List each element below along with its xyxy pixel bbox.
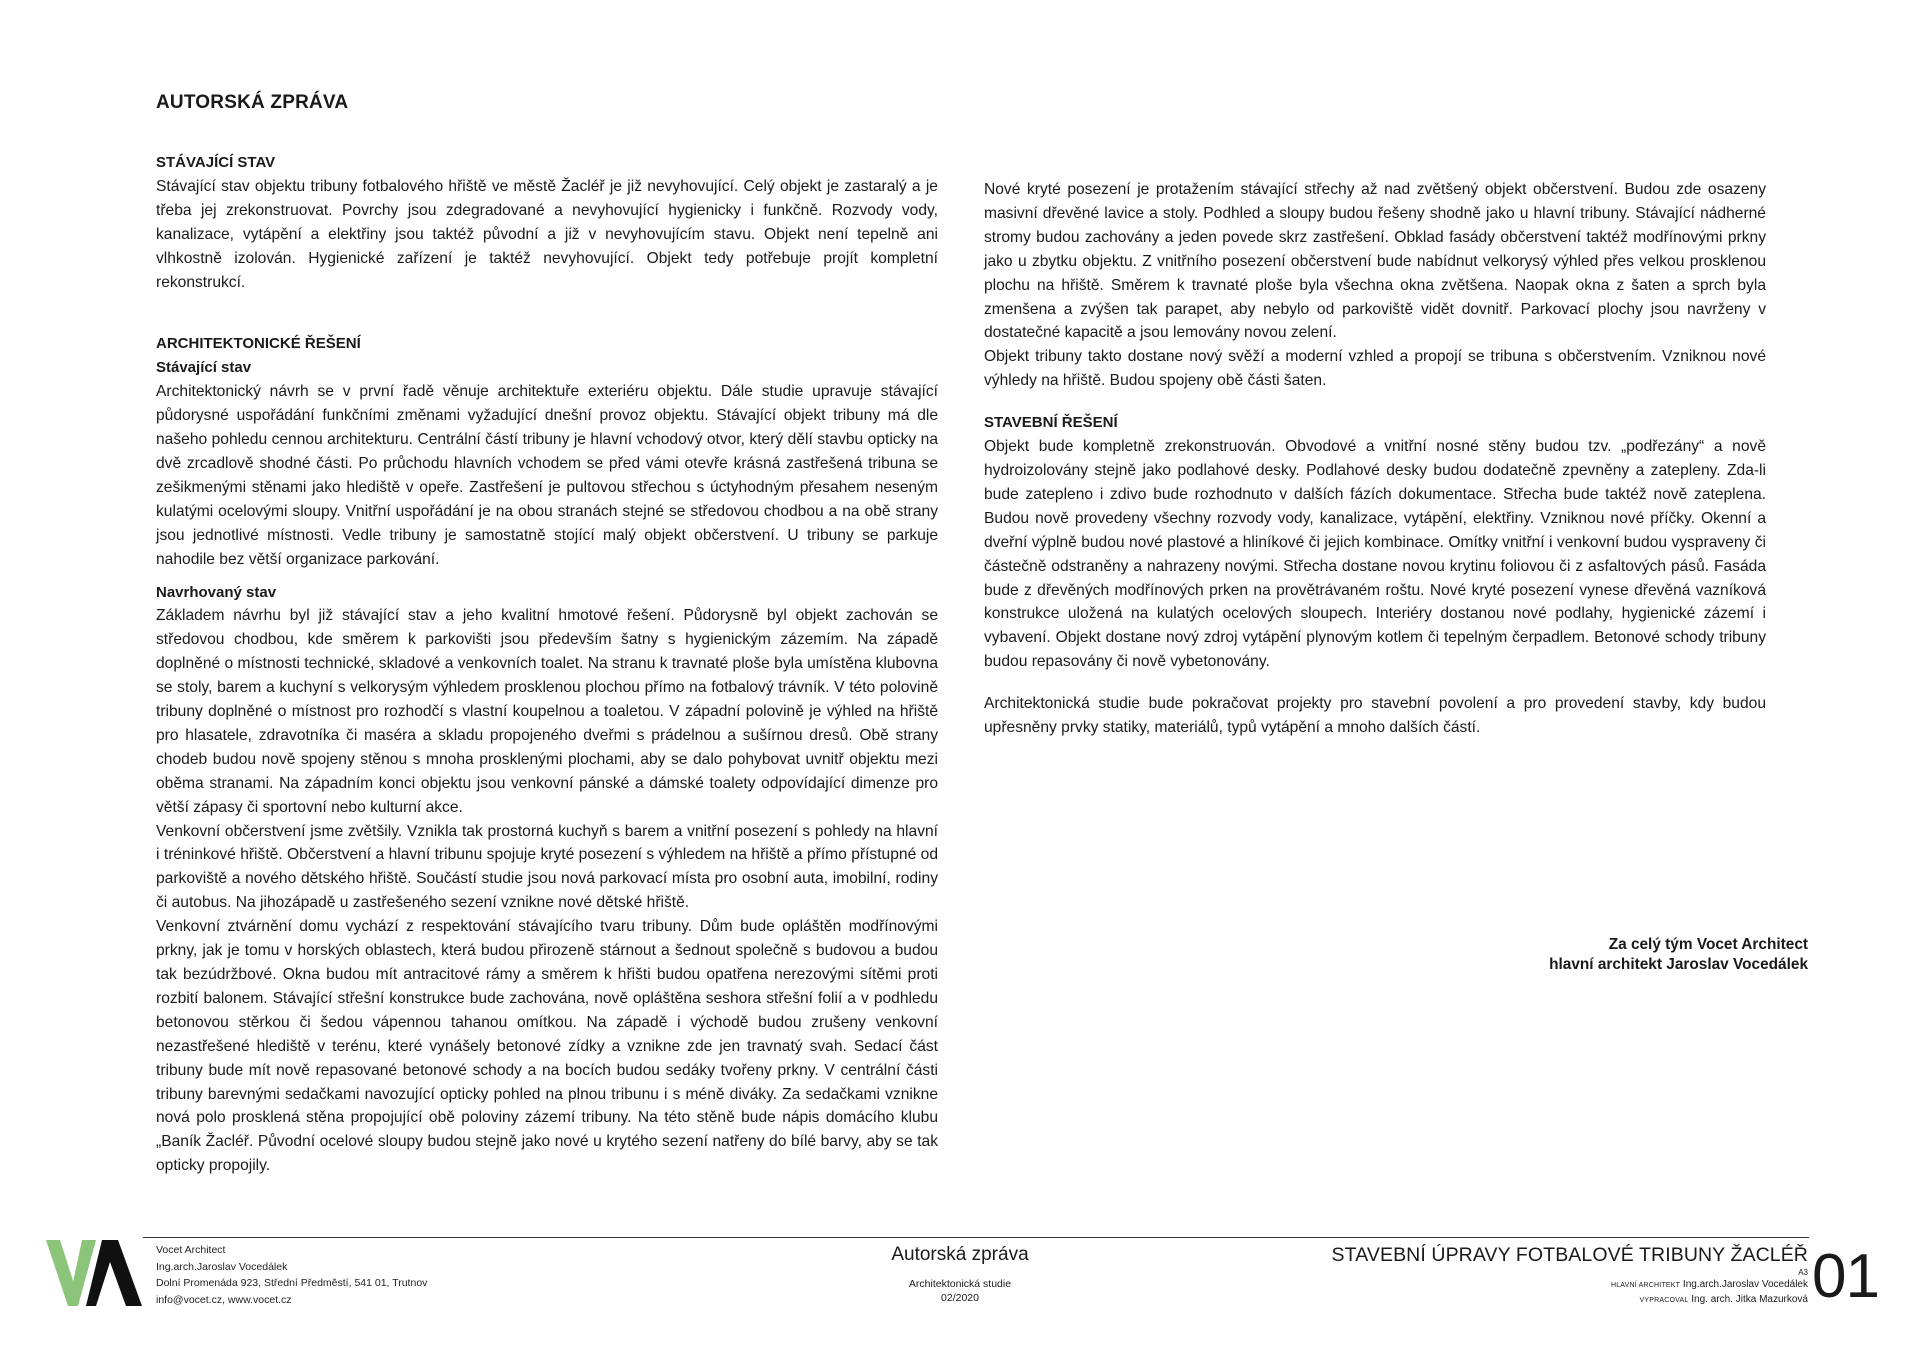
footer-project [1248, 1244, 1808, 1308]
section-heading-architecture: ARCHITEKTONICKÉ ŘEŠENÍ [156, 335, 361, 353]
subheading-existing: Stávající stav [156, 359, 252, 377]
sheet-title: Autorská zpráva [891, 1244, 1029, 1265]
signature-team: Za celý tým Vocet Architect [1608, 936, 1808, 953]
construction-text: Objekt bude kompletně zrekonstruován. Obvodové a vnitřní nosné stěny budou tzv. „podřezány“ a nově hydroizolovány stejně jako podlahové desky. Podlahové desky budou dodatečně zpevněny a zatepleny. Zda-li bude zatepleno i zdivo bude rozhodnuto v dalších fázích dokumentace. Střecha bude taktéž nově zateplena. Budou nově provedeny všechny rozvody vody, kanalizace, vytápění, elektřiny. Vzniknou nové příčky. Okenní a dveřní výplně budou nové plastové a hliníkové či jejich kombinace. Omítky vnitřní i venkovní budou vyspraveny či částečně odstraněny a nahrazeny novými. Střecha dostane novou krytinu foliovou či z asfaltových pásů. Fasáda bude z dřevěných modřínových prken na provětrávaném roštu. Nové kryté posezení vynese dřevěná vazníková konstrukce uložená na kulatých ocelových sloupech. Interiéry dostanou nové podlahy, hygienické zázemí i vybavení. Objekt dostane nový zdroj vytápění plynovým kotlem či tepelným čerpadlem. Betonové schody tribuny budou repasovány či nově vybetonovány. [984, 438, 1766, 671]
footer-center [840, 1243, 1080, 1305]
signature-block [1308, 935, 1808, 975]
company-address: Dolní Promenáda 923, Střední Předměstí, 541 01, Trutnov [156, 1277, 428, 1289]
drawn-by-credit [1248, 1293, 1808, 1308]
right-column [984, 178, 1766, 740]
sheet-date: 02/2020 [941, 1292, 979, 1304]
subheading-proposed: Navrhovaný stav [156, 583, 277, 601]
section-heading-construction: STAVEBNÍ ŘEŠENÍ [984, 414, 1118, 432]
summary-text: Objekt tribuny takto dostane nový svěží a moderní vzhled a propojí se tribuna s občerstvením. Vzniknou nové výhledy na hřiště. Budou spojeny obě části šaten. [984, 348, 1766, 390]
project-title: STAVEBNÍ ÚPRAVY FOTBALOVÉ TRIBUNY ŽACLÉŘ [1331, 1244, 1808, 1266]
page-number: 01 [1812, 1242, 1879, 1311]
chief-architect-credit [1248, 1278, 1808, 1293]
existing-state-text: Stávající stav objektu tribuny fotbalového hřiště ve městě Žacléř je již nevyhovující. Celý objekt je zastaralý a je třeba jej zrekonstruovat. Povrchy jsou zdegradované a nevyhovující hygienicky i funkčně. Rozvody vody, kanalizace, vytápění a elektřiny jsou taktéž původní a již v nevyhovujícím stavu. Objekt není tepelně ani vlhkostně izolován. Hygienické zařízení je taktéž nevyhovující. Objekt tedy potřebuje projít kompletní rekonstrukcí. [156, 177, 938, 291]
footer-divider [143, 1237, 1809, 1238]
vocet-logo-icon [46, 1238, 154, 1308]
left-column [156, 151, 938, 1178]
document-title: AUTORSKÁ ZPRÁVA [156, 92, 349, 113]
architecture-existing-text: Architektonický návrh se v první řadě věnuje architektuře exteriéru objektu. Dále studie upravuje stávající půdorysné uspořádání funkčními změnami vyžadující dnešní provoz objektu. Stávající objekt tribuny má dle našeho pohledu cennou architekturu. Centrální částí tribuny je hlavní vchodový otvor, který dělí stavbu opticky na dvě zrcadlově shodné části. Po průchodu hlavních vchodem se před vámi otevře krásná zastřešená tribuna se zešikmenými stěnami jako hlediště v opeře. Zastřešení je pultovou střechou s úctyhodným přesahem neseným kulatými ocelovými sloupy. Vnitřní uspořádání je na obou stranách stejné se středovou chodbou a na obě strany jsou jednotlivé místnosti. Vedle tribuny je samostatně stojící malý objekt občerstvení. U tribuny se parkuje nahodile bez větší organizace parkování. [156, 383, 938, 568]
proposed-text-3: Venkovní ztvárnění domu vychází z respektování stávajícího tvaru tribuny. Dům bude opláštěn modřínovými prkny, jak je tomu v horských oblastech, která budou přirozeně stárnout a šednout společně s budovou a budou tak bezúdržbové. Okna budou mít antracitové rámy a směrem k hřišti budou opatřena nerezovými sítěmi proti rozbití balonem. Stávající střešní konstrukce bude zachována, nově opláštěna seshora střešní folií a v podhledu betonovou stěrkou či šedou vápennou tahanou omítkou. Na západě i východě budou zrušeny venkovní nezastřešené hlediště v terénu, které vynášely betonové zídky a vznikne zde jen travnatý svah. Sedací část tribuny bude mít nově repasované betonové schody a na bocích budou sedáky tvořeny prkny. V centrální části tribuny barevnými sedačkami navozující opticky pohled na plnou tribunu i s méně diváky. Za sedačkami vznikne nová polo prosklená stěna propojující obě poloviny zázemí tribuny. Na této stěně bude nápis domácího klubu „Baník Žacléř. Původní ocelové sloupy budou stejně jako nové u krytého sezení natřeny do bílé barvy, aby se tak opticky propojily. [156, 918, 938, 1175]
drawn-by-name: Ing. arch. Jitka Mazurková [1691, 1294, 1808, 1305]
chief-architect-label: HLAVNÍ ARCHITEKT [1610, 1282, 1681, 1289]
seating-text: Nové kryté posezení je protažením stávající střechy až nad zvětšený objekt občerstvení. Budou zde osazeny masivní dřevěné lavice a stoly. Podhled a sloupy budou řešeny shodně jako u hlavní tribuny. Stávající nádherné stromy budou zachovány a jeden povede skrz zastřešení. Obklad fasády občerstvení taktéž modřínovými prkny jako u zbytku objektu. Z vnitřního posezení občerstvení bude nabídnut velkorysý výhled přes velkou prosklenou plochu na hřiště. Směrem k travnaté ploše byla všechna okna zvětšena. Naopak okna z šaten a sprch byla zmenšena a zvýšen tak parapet, aby nebylo od parkoviště vidět dovnitř. Parkovací plochy jsou navrženy v dostatečné kapacitě a jsou lemovány novou zelení. [984, 181, 1766, 342]
company-contact: info@vocet.cz, www.vocet.cz [156, 1293, 292, 1306]
section-heading-existing-state: STÁVAJÍCÍ STAV [156, 154, 276, 171]
chief-architect-name: Ing.arch.Jaroslav Vocedálek [1682, 1279, 1808, 1290]
company-architect: Ing.arch.Jaroslav Vocedálek [156, 1260, 288, 1273]
sheet-size: A3 [1798, 1268, 1808, 1277]
company-name: Vocet Architect [156, 1244, 226, 1256]
closing-text: Architektonická studie bude pokračovat projekty pro stavební povolení a pro provedení stavby, kdy budou upřesněny prvky statiky, materiálů, typů vytápění a mnoho dalších částí. [984, 695, 1766, 737]
drawn-by-label: VYPRACOVAL [1639, 1297, 1689, 1304]
proposed-text-2: Venkovní občerstvení jsme zvětšily. Vznikla tak prostorná kuchyň s barem a vnitřní posezení s pohledy na hlavní i tréninkové hřiště. Občerstvení a hlavní tribunu spojuje kryté posezení s výhledem na hřiště a přímo přístupné od parkoviště a nového dětského hřiště. Součástí studie jsou nová parkovací místa pro osobní auta, imobilní, rodiny či autobus. Na jihozápadě u zastřešeného sezení vznikne nové dětské hřiště. [156, 822, 938, 912]
company-info [156, 1242, 427, 1308]
signature-architect: hlavní architekt Jaroslav Vocedálek [1549, 956, 1808, 973]
sheet-phase: Architektonická studie [908, 1278, 1012, 1290]
proposed-text-1: Základem návrhu byl již stávající stav a jeho kvalitní hmotové řešení. Půdorysně byl objekt zachován se středovou chodbou, kde směrem k parkovišti jsou především šatny s hygienickým zázemím. Na západě doplněné o místnosti technické, skladové a venkovních toalet. Na stranu k travnaté ploše byla umístěna klubovna se stoly, barem a kuchyní s velkorysým výhledem prosklenou plochou přímo na fotbalový trávník. V této polovině tribuny doplněné o místnost pro rozhodčí s vlastní koupelnou a toaletou. V západní polovině je výhled na hřiště pro hlasatele, zdravotníka či maséra a skladu propojeného dveřmi s prádelnou a sušírnou dresů. Obě strany chodeb budou nově spojeny stěnou s mnoha prosklenými plochami, aby se dalo pohybovat uvnitř objektu mezi oběma stranami. Na západním konci objektu jsou venkovní pánské a dámské toalety odpovídající dimenze pro větší zápasy či sportovní nebo kulturní akce. [156, 607, 938, 816]
